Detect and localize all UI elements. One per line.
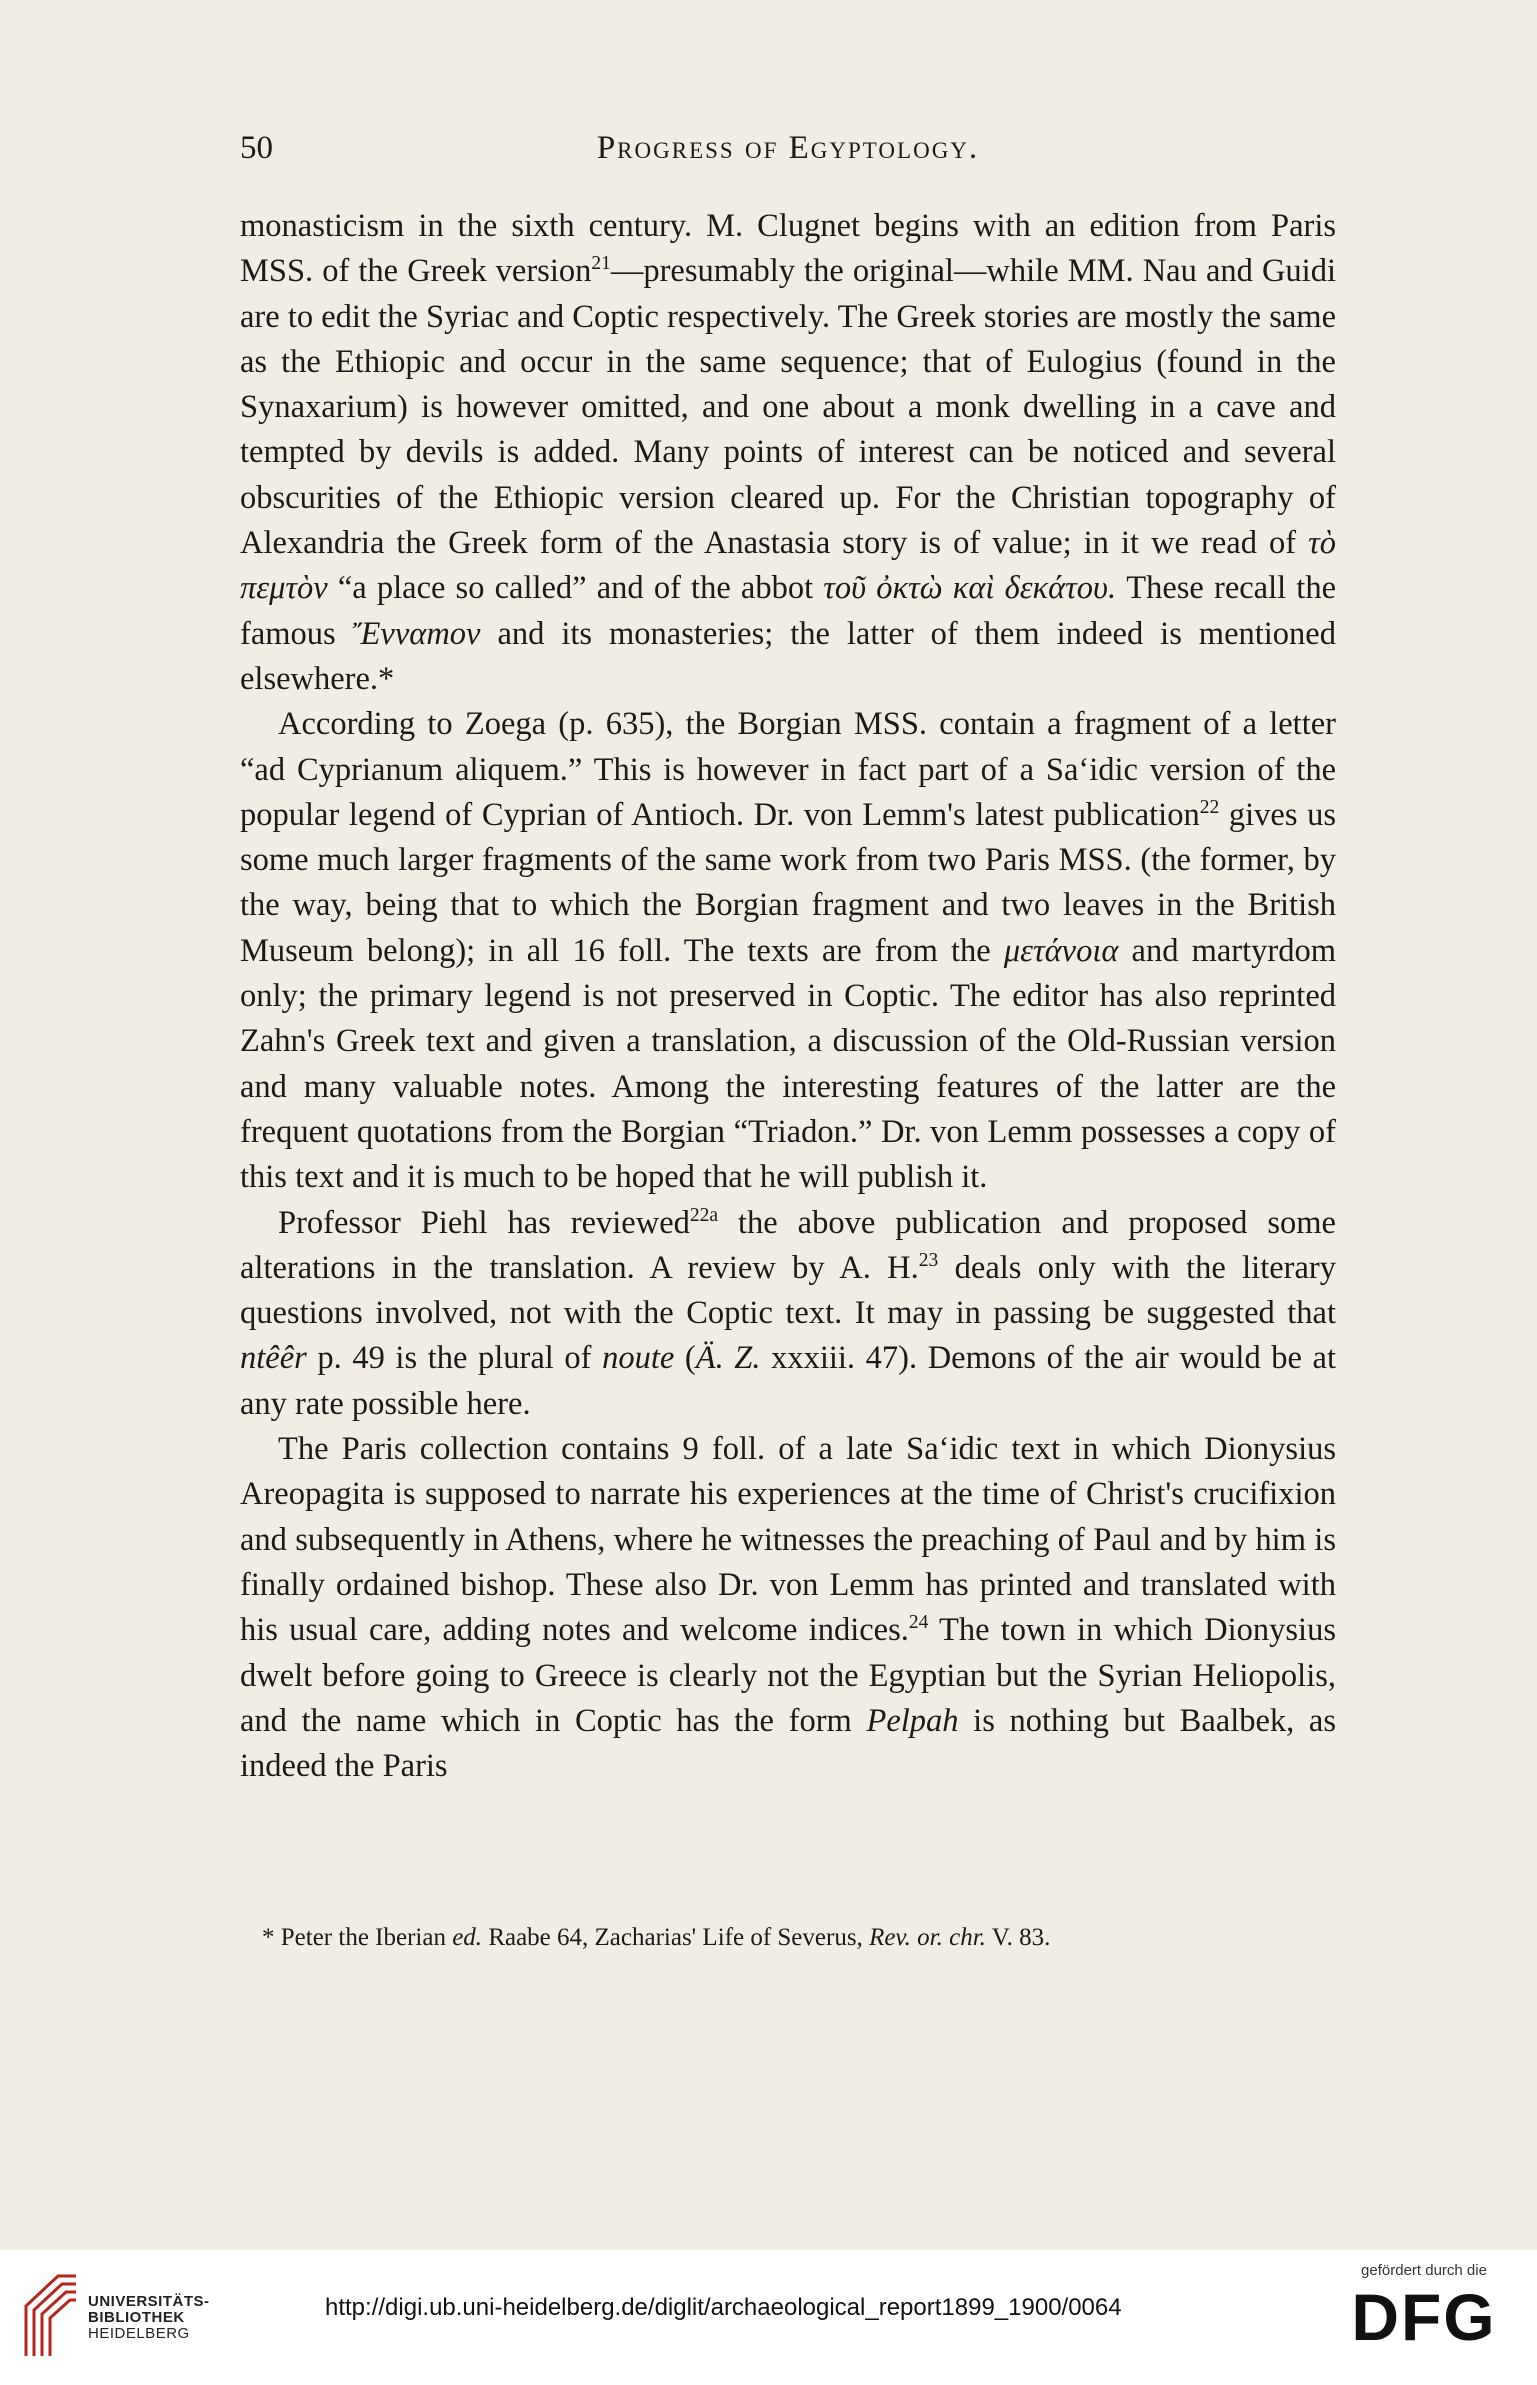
text-run: gives us some much larger fragments of the same work from two Paris MSS. (the former, by the way, being that to which the Borgian fragment and two leaves in the British Museum belong); in all 16 foll. The texts are from the (240, 796, 1336, 969)
text-run: The Paris collection contains 9 foll. of a late Sa‘idic text in which Dionysius Areopagita is supposed to narrate his experiences at the time of Christ's crucifixion and subsequently in Athens, where he witnesses the preaching of Paul and by him is finally ordained bishop. These also Dr. von Lemm has printed and translated with his usual care, adding notes and welcome indices. (240, 1431, 1336, 1649)
text-run: These recall the famous (240, 570, 1337, 652)
italic-text: μετάνοια (1003, 932, 1119, 969)
sponsor-caption: gefördert durch die (1361, 2262, 1487, 2279)
footnote-ref: 21 (591, 253, 611, 275)
text-run: Raabe 64, Zacharias' Life of Severus, (482, 1924, 870, 1951)
footnote-ref: 22a (689, 1204, 719, 1226)
text-run: the above publication and proposed some alterations in the translation. A review by A. H. (240, 1204, 1336, 1286)
text-run: ( (674, 1340, 696, 1377)
text-run: The town in which Dionysius dwelt before going to Greece is clearly not the Egyptian but the Syrian Heliopolis, and the name which in Coptic has the form (240, 1612, 1336, 1739)
text-run: V. 83. (985, 1924, 1051, 1951)
paragraph (240, 702, 1336, 1200)
library-name-line1: UNIVERSITÄTS- (88, 2293, 210, 2310)
italic-text: Ἔνναтоν (352, 615, 481, 652)
text-run: “a place so called” and of the abbot (327, 570, 824, 607)
library-name-line3: HEIDELBERG (88, 2325, 190, 2342)
text-run: According to Zoega (p. 635), the Borgian MSS. contain a fragment of a letter “ad Cyprianum aliquem.” This is however in fact part of a Sa‘idic version of the popular legend of Cyprian of Antioch. Dr. von Lemm's latest publication (240, 706, 1336, 833)
italic-text: τοῦ ὀκτὼ καὶ δεκάτου. (823, 570, 1117, 607)
text-run: xxxiii. 47). Demons of the air would be at any rate possible here. (240, 1340, 1337, 1422)
running-title: Progress of Egyptology. (596, 130, 980, 166)
italic-text: Rev. or. chr. (869, 1924, 986, 1951)
sponsor-logo[interactable] (1339, 2262, 1509, 2372)
library-logo-icon (18, 2266, 82, 2366)
text-run: p. 49 is the plural of (306, 1340, 603, 1377)
footnote (262, 1922, 1336, 1954)
italic-text: Ä. Z. (695, 1340, 761, 1377)
text-run: Professor Piehl has reviewed (278, 1204, 690, 1241)
text-run: and its monasteries; the latter of them indeed is mentioned elsewhere.* (240, 615, 1336, 697)
paragraph (240, 1427, 1336, 1789)
text-run: —presumably the original—while MM. Nau and Guidi are to edit the Syriac and Coptic respectively. The Greek stories are mostly the same as the Ethiopic and occur in the same sequence; that of Eulogius (found in the Synaxarium) is however omitted, and one about a monk dwelling in a cave and tempted by devils is added. Many points of interest can be noticed and several obscurities of the Ethiopic version cleared up. For the Christian topography of Alexandria the Greek form of the Anastasia story is of value; in it we read of (240, 253, 1336, 562)
text-run: and martyrdom only; the primary legend is not preserved in Coptic. The editor has also reprinted Zahn's Greek text and given a translation, a discussion of the Old-Russian version and many valuable notes. Among the interesting features of the latter are the frequent quotations from the Borgian “Triadon.” Dr. von Lemm possesses a copy of this text and it is much to be hoped that he will publish it. (240, 932, 1336, 1196)
text-run: monasticism in the sixth century. M. Clugnet begins with an edition from Paris MSS. of the Greek version (240, 208, 1336, 290)
library-name (88, 2294, 210, 2342)
italic-text: noute (602, 1340, 675, 1377)
italic-text: ntêêr (240, 1340, 307, 1377)
text-run: * Peter the Iberian (262, 1924, 453, 1951)
paragraph (240, 1201, 1336, 1427)
paragraph (240, 204, 1336, 702)
italic-text: τὸ πεμτὸν (240, 525, 1336, 607)
text-run: deals only with the literary questions involved, not with the Coptic text. It may in passing be suggested that (240, 1249, 1336, 1332)
dfg-logo: DFG (1351, 2280, 1497, 2354)
body-text (240, 204, 1336, 1789)
footnote-ref: 22 (1199, 797, 1220, 819)
italic-text: ed. (452, 1924, 483, 1951)
page-header (240, 130, 1336, 180)
library-logo[interactable] (18, 2266, 238, 2366)
source-url-link[interactable]: http://digi.ub.uni-heidelberg.de/diglit/archaeological_report1899_1900/0064 (325, 2294, 1122, 2321)
library-name-line2: BIBLIOTHEK (88, 2309, 185, 2326)
footnote-ref: 24 (908, 1612, 929, 1634)
page-number: 50 (240, 130, 273, 166)
footnote-ref: 23 (918, 1250, 939, 1271)
text-run: is nothing but Baalbek, as indeed the Paris (240, 1702, 1336, 1785)
digitization-footer (0, 2250, 1537, 2385)
italic-text: Pelpah (866, 1702, 959, 1739)
